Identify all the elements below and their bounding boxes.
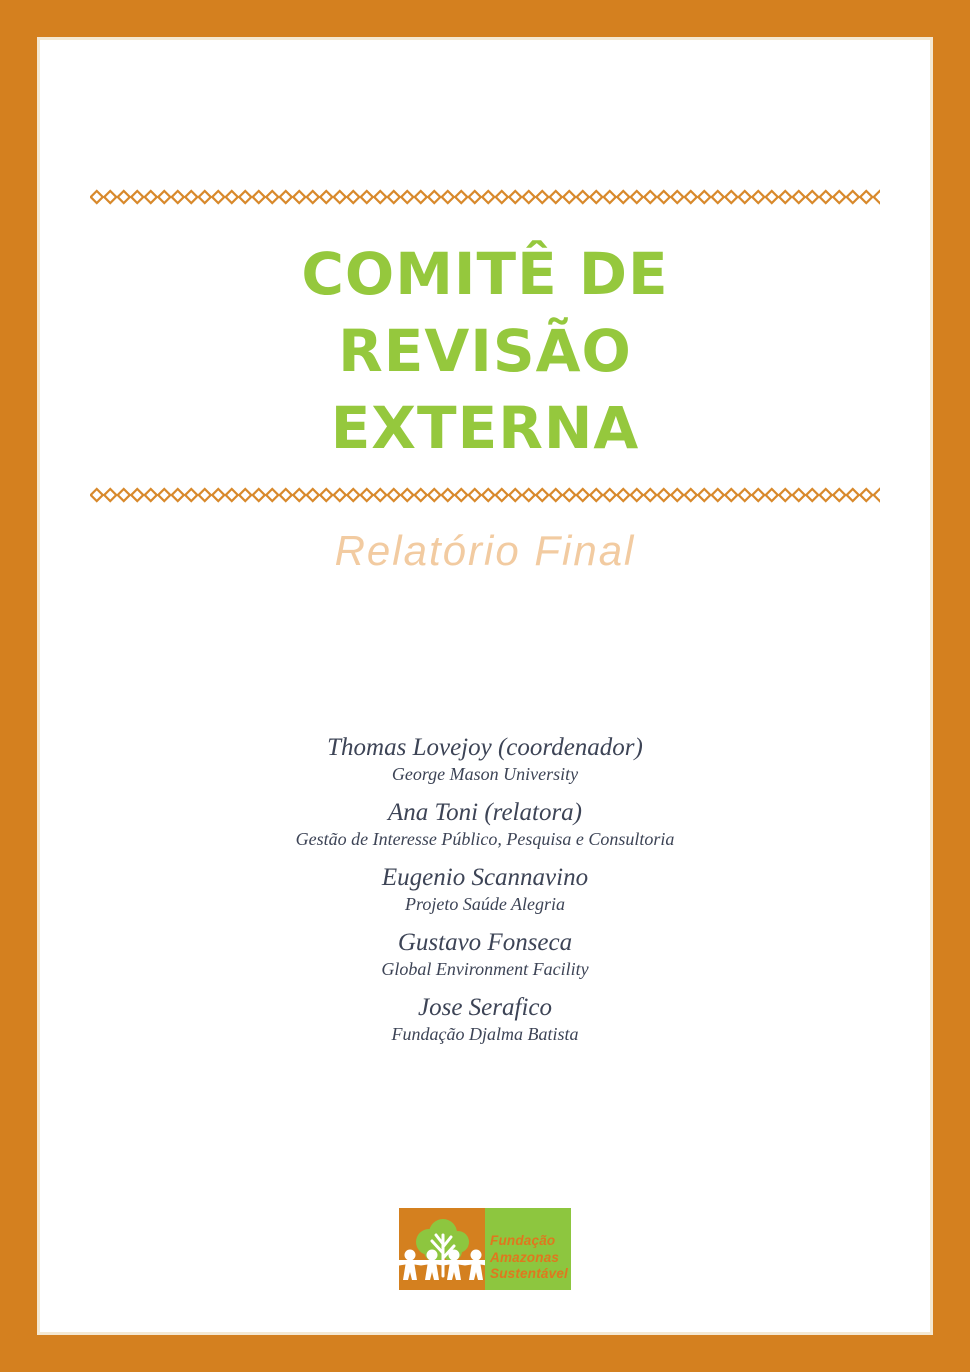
logo-word-3: Sustentável — [490, 1266, 568, 1281]
member-entry — [0, 993, 970, 1045]
member-entry — [0, 733, 970, 785]
member-entry — [0, 863, 970, 915]
diamond-chain-divider-middle — [90, 487, 880, 503]
logo-word-1: Fundação — [490, 1233, 556, 1248]
title-line-2: REVISÃO — [338, 317, 632, 385]
page-title — [0, 236, 970, 467]
member-affiliation: George Mason University — [391, 764, 579, 784]
member-name: Gustavo Fonseca — [397, 929, 573, 956]
logo-tree-and-people-icon — [399, 1208, 485, 1290]
committee-member-list — [0, 733, 970, 1058]
member-name: Ana Toni (relatora) — [388, 799, 582, 826]
member-name: Jose Serafico — [418, 994, 552, 1021]
fas-logo — [399, 1208, 571, 1290]
subtitle: Relatório Final — [334, 527, 636, 574]
member-entry — [0, 928, 970, 980]
logo-word-2: Amazonas — [490, 1249, 560, 1265]
logo-wordmark — [485, 1208, 571, 1290]
member-affiliation: Fundação Djalma Batista — [391, 1024, 579, 1044]
page-frame — [37, 37, 933, 1335]
member-entry — [0, 798, 970, 850]
member-affiliation: Global Environment Facility — [381, 959, 589, 979]
member-affiliation: Gestão de Interesse Público, Pesquisa e Consultoria — [295, 829, 675, 849]
title-line-1: COMITÊ DE — [301, 240, 669, 308]
member-name: Thomas Lovejoy (coordenador) — [327, 734, 643, 761]
member-affiliation: Projeto Saúde Alegria — [405, 894, 565, 914]
member-name: Eugenio Scannavino — [381, 864, 589, 891]
diamond-chain-divider-top — [90, 189, 880, 205]
title-line-3: EXTERNA — [330, 394, 640, 462]
